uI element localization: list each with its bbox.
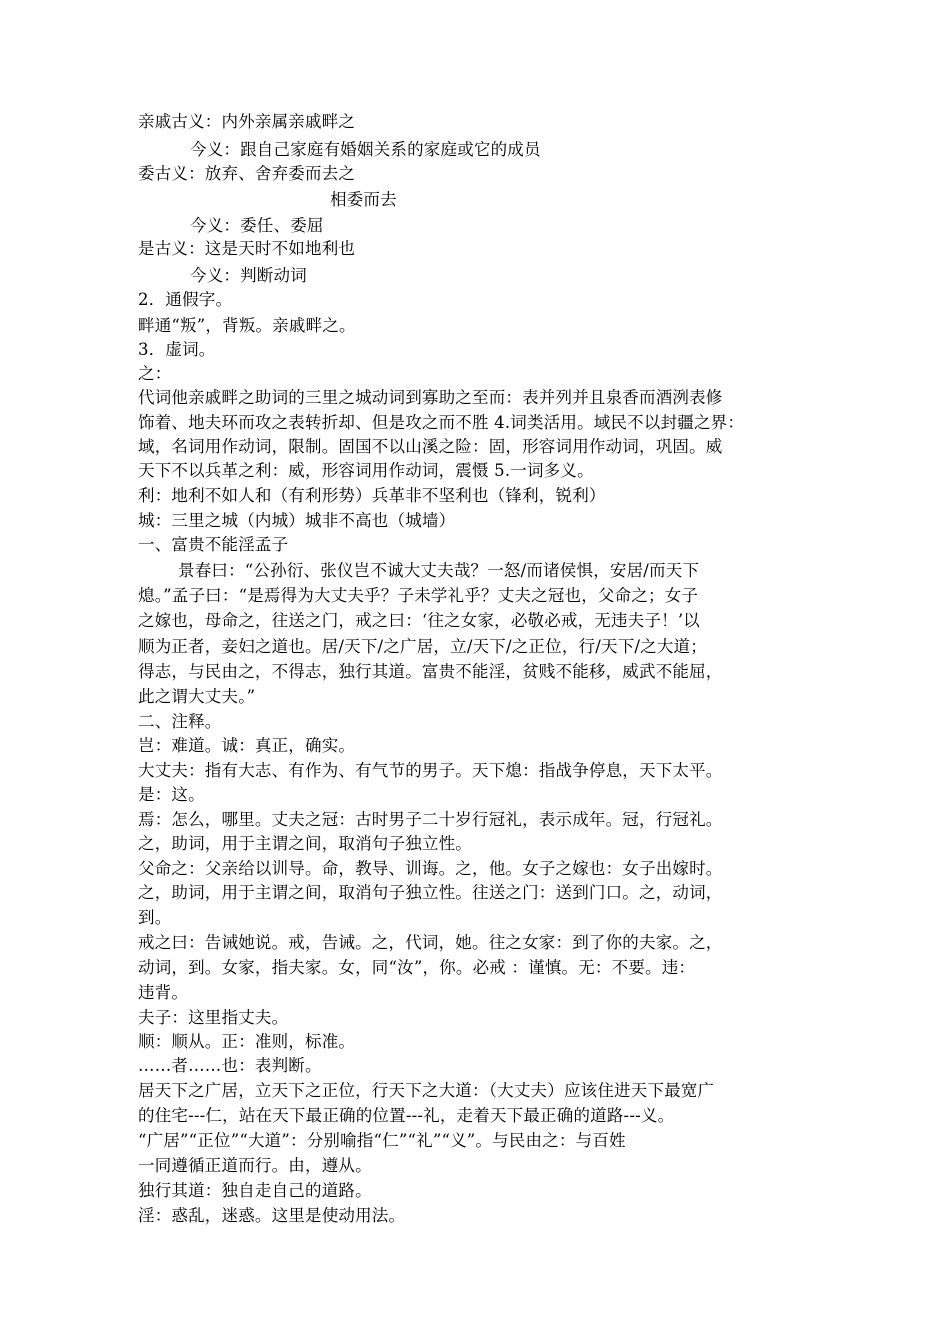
- text-line: 之，助词，用于主谓之间，取消句子独立性。: [138, 834, 472, 853]
- text-line: 动词，到。女家，指夫家。女，同“汝”，你。必戒 ：谨慎。无：不要。违：: [138, 958, 696, 977]
- text-line: 夫子：这里指丈夫。: [138, 1008, 289, 1027]
- text-line: 戒之曰：告诫她说。戒，告诫。之，代词，她。往之女家：到了你的夫家。之，: [138, 933, 723, 952]
- text-line: 岂：难道。诚：真正，确实。: [138, 736, 356, 755]
- text-line: 违背。: [138, 983, 189, 1002]
- text-line: 一同遵循正道而行。由，遵从。: [138, 1156, 372, 1175]
- text-line: 焉：怎么，哪里。丈夫之冠：古时男子二十岁行冠礼，表示成年。冠，行冠礼。: [138, 810, 723, 829]
- text-line: 城：三里之城（内城）城非不高也（城墙）: [138, 511, 456, 530]
- section-heading: 二、注释。: [138, 712, 222, 731]
- text-line: 大丈夫：指有大志、有作为、有气节的男子。天下熄：指战争停息，天下太平。: [138, 761, 723, 780]
- text-line: 今义：委任、委屈: [190, 216, 324, 235]
- text-line: 居天下之广居，立天下之正位，行天下之大道：（大丈夫）应该住进天下最宽广: [138, 1081, 715, 1100]
- text-line: 到。: [138, 908, 172, 927]
- text-line: 亲戚古义：内外亲属亲戚畔之: [138, 112, 356, 131]
- text-line: 景春曰：“公孙衍、张仪岂不诚大丈夫哉？一怒/而诸侯惧，安居/而天下: [178, 561, 700, 580]
- text-line: 代词他亲戚畔之助词的三里之城动词到寡助之至而：表并列并且泉香而酒洌表修: [138, 388, 723, 407]
- text-line: 畔通“叛”，背叛。亲戚畔之。: [138, 316, 356, 335]
- text-line: “广居”“正位”“大道”：分别喻指“仁”“礼”“义”。与民由之：与百姓: [138, 1131, 626, 1150]
- text-line: 熄。”孟子曰：“是焉得为大丈夫乎？子未学礼乎？丈夫之冠也，父命之；女子: [138, 586, 699, 605]
- text-line: 之：: [138, 364, 172, 383]
- text-line: 是：这。: [138, 785, 205, 804]
- text-line: 今义：跟自己家庭有婚姻关系的家庭或它的成员: [190, 140, 541, 159]
- text-line: 2．通假字。: [138, 290, 233, 309]
- text-line: 相委而去: [330, 190, 397, 209]
- text-line: 独行其道：独自走自己的道路。: [138, 1181, 372, 1200]
- text-line: 得志，与民由之，不得志，独行其道。富贵不能淫，贫贱不能移，威武不能屈，: [138, 662, 723, 681]
- text-line: 今义：判断动词: [190, 266, 307, 285]
- text-line: 饰着、地夫环而攻之表转折却、但是攻之而不胜 4.词类活用。域民不以封疆之界：: [138, 413, 745, 432]
- text-line: 天下不以兵革之利：威，形容词用作动词，震慑 5.一词多义。: [138, 461, 594, 480]
- text-line: 是古义：这是天时不如地利也: [138, 239, 356, 258]
- text-line: 之嫁也，母命之，往送之门，戒之曰：‘往之女家，必敬必戒，无违夫子！’以: [138, 611, 700, 630]
- text-line: 顺：顺从。正：准则，标准。: [138, 1032, 356, 1051]
- text-line: 利：地利不如人和（有利形势）兵革非不坚利也（锋利，锐利）: [138, 486, 606, 505]
- section-heading: 一、富贵不能淫孟子: [138, 535, 289, 554]
- text-line: 顺为正者，妾妇之道也。居/天下/之广居，立/天下/之正位，行/天下/之大道；: [138, 637, 707, 656]
- text-line: 此之谓大丈夫。”: [138, 687, 256, 706]
- text-line: 之，助词，用于主谓之间，取消句子独立性。往送之门：送到门口。之，动词，: [138, 883, 723, 902]
- text-line: 委古义：放弃、舍弃委而去之: [138, 164, 356, 183]
- text-line: 淫：惑乱，迷惑。这里是使动用法。: [138, 1206, 406, 1225]
- text-line: 3．虚词。: [138, 340, 216, 359]
- text-line: ……者……也：表判断。: [138, 1056, 322, 1075]
- text-line: 的住宅---仁，站在天下最正确的位置---礼，走着天下最正确的道路---义。: [138, 1106, 675, 1125]
- text-line: 父命之：父亲给以训导。命，教导、训诲。之，他。女子之嫁也：女子出嫁时。: [138, 859, 723, 878]
- text-line: 域，名词用作动词，限制。固国不以山溪之险：固，形容词用作动词，巩固。威: [138, 437, 723, 456]
